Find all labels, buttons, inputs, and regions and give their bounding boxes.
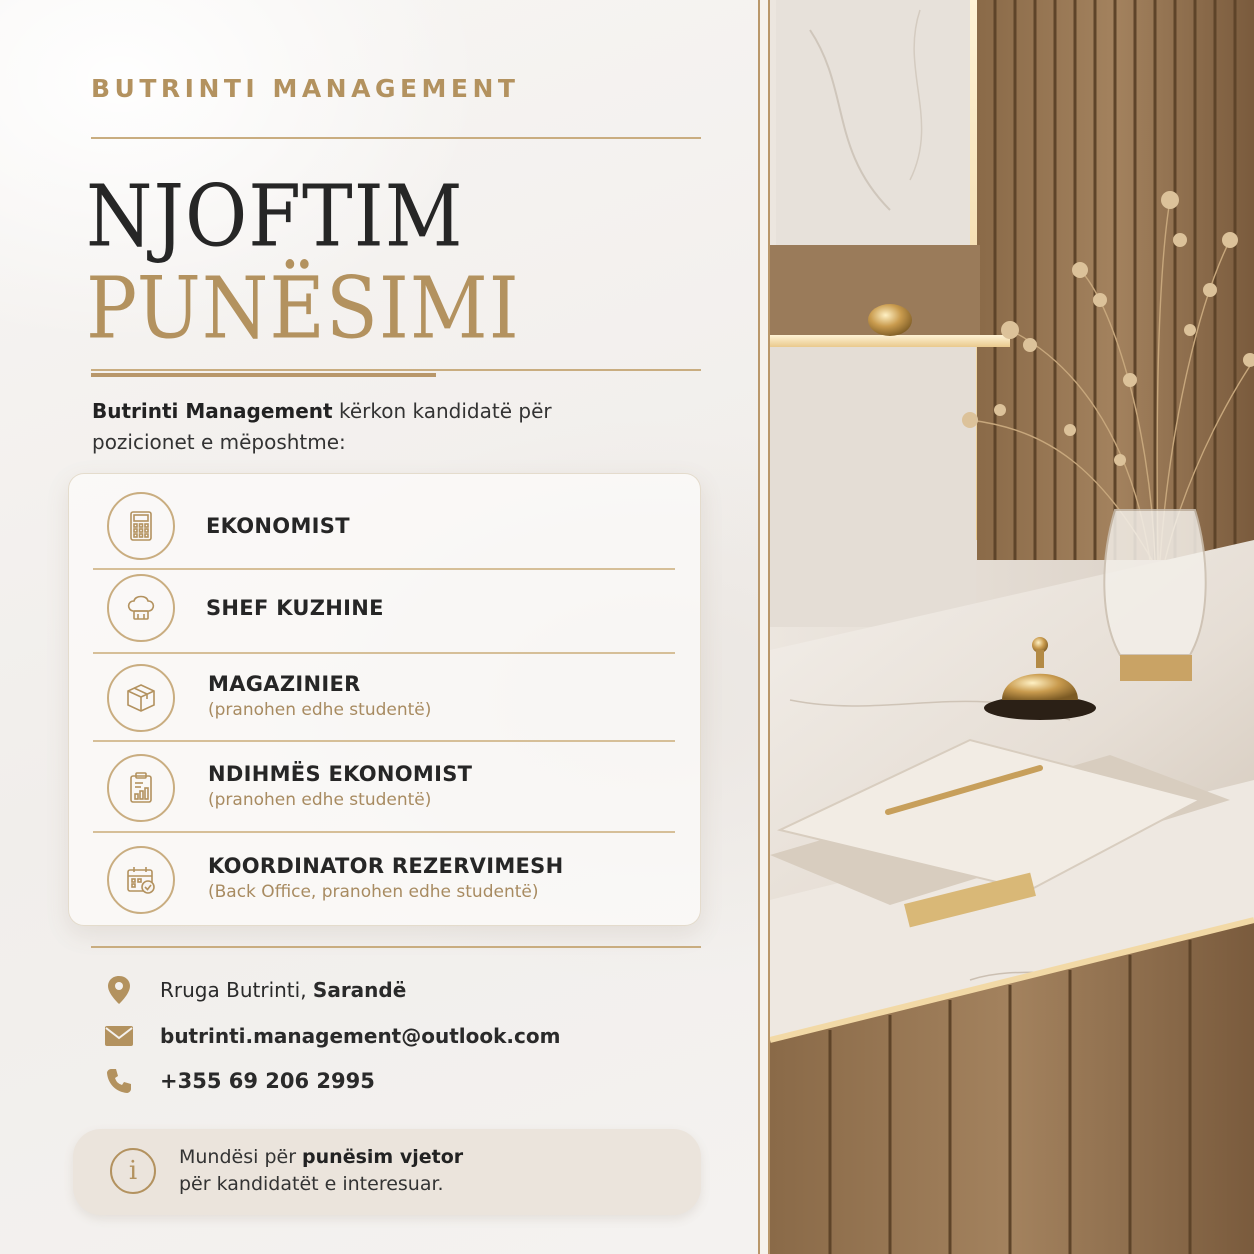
clipboard-chart-icon <box>107 754 175 822</box>
intro-company: Butrinti Management <box>92 399 333 423</box>
position-name: MAGAZINIER <box>208 672 361 696</box>
info-banner <box>73 1129 701 1215</box>
intro-text-2: pozicionet e mëposhtme: <box>92 430 346 454</box>
position-item <box>69 754 702 830</box>
position-name: NDIHMËS EKONOMIST <box>208 762 473 786</box>
position-item <box>69 846 702 922</box>
title-line-1: NJOFTIM <box>86 166 464 266</box>
divider-line <box>91 369 701 371</box>
info-icon: i <box>110 1148 156 1194</box>
position-item <box>69 492 702 568</box>
email-link[interactable]: butrinti.management@outlook.com <box>160 1024 561 1048</box>
title-line-2: PUNËSIMI <box>86 258 520 358</box>
divider-line <box>91 946 701 948</box>
info-line-2: për kandidatët e interesuar. <box>179 1173 444 1195</box>
position-divider <box>93 568 675 570</box>
reception-scene-image <box>770 0 1254 1254</box>
position-name: SHEF KUZHINE <box>206 596 384 620</box>
position-name: EKONOMIST <box>206 514 350 538</box>
address-street: Rruga Butrinti, <box>160 978 313 1002</box>
info-prefix: Mundësi për <box>179 1146 303 1168</box>
address-city: Sarandë <box>312 978 407 1002</box>
envelope-icon <box>104 1021 134 1051</box>
reception-desk-photo <box>770 0 1254 1254</box>
phone-icon <box>104 1066 134 1096</box>
calendar-check-icon <box>107 846 175 914</box>
info-highlight: punësim vjetor <box>302 1146 464 1168</box>
chef-hat-icon <box>107 574 175 642</box>
position-divider <box>93 831 675 833</box>
calculator-icon <box>107 492 175 560</box>
panel-divider <box>758 0 770 1254</box>
intro-text <box>92 396 652 458</box>
package-box-icon <box>107 664 175 732</box>
brand-name: BUTRINTI MANAGEMENT <box>91 74 520 103</box>
position-note: (pranohen edhe studentë) <box>208 790 432 810</box>
position-note: (Back Office, pranohen edhe studentë) <box>208 882 539 902</box>
position-name: KOORDINATOR REZERVIMESH <box>208 854 564 878</box>
intro-text-1: kërkon kandidatë për <box>332 399 552 423</box>
position-divider <box>93 740 675 742</box>
divider-accent <box>91 373 436 377</box>
position-item <box>69 574 702 650</box>
phone-number[interactable]: +355 69 206 2995 <box>160 1069 375 1093</box>
positions-card <box>68 473 701 926</box>
position-note: (pranohen edhe studentë) <box>208 700 432 720</box>
location-pin-icon <box>104 975 134 1005</box>
position-divider <box>93 652 675 654</box>
position-item <box>69 664 702 740</box>
divider-line <box>91 137 701 139</box>
